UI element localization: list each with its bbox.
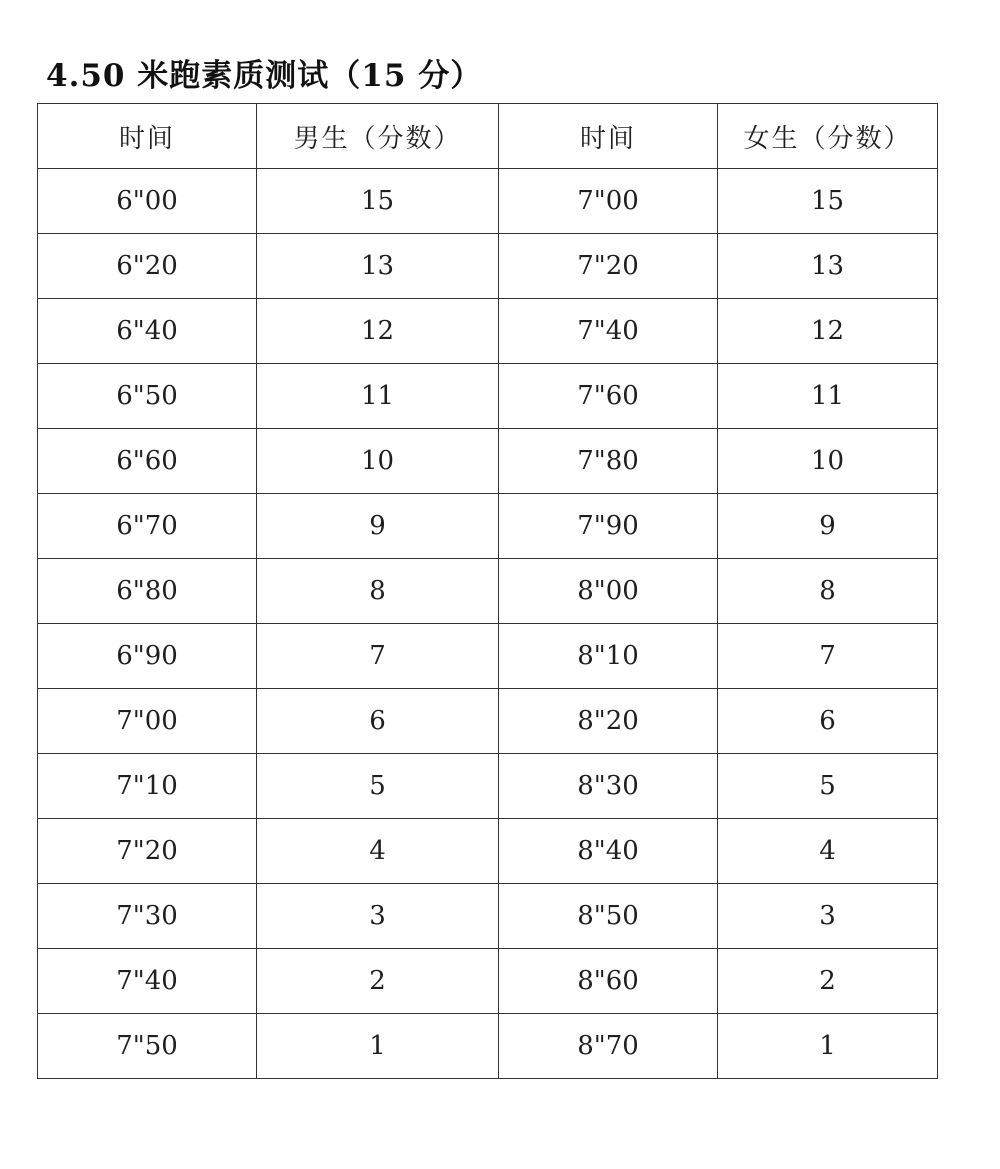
table-body <box>38 169 938 1079</box>
cell-male-time: 6"60 <box>38 429 257 494</box>
table-row <box>38 689 938 754</box>
cell-male-time: 6"80 <box>38 559 257 624</box>
table-row <box>38 169 938 234</box>
cell-male-time: 7"40 <box>38 949 257 1014</box>
cell-female-time: 8"70 <box>499 1014 718 1079</box>
cell-male-time: 6"40 <box>38 299 257 364</box>
cell-female-score: 11 <box>718 364 938 429</box>
header-female-score: 女生（分数） <box>718 104 938 169</box>
cell-male-time: 7"30 <box>38 884 257 949</box>
cell-male-score: 15 <box>257 169 499 234</box>
cell-female-time: 8"30 <box>499 754 718 819</box>
cell-female-time: 7"20 <box>499 234 718 299</box>
cell-female-time: 7"00 <box>499 169 718 234</box>
cell-female-time: 7"90 <box>499 494 718 559</box>
table-row <box>38 1014 938 1079</box>
cell-female-score: 6 <box>718 689 938 754</box>
header-female-time: 时间 <box>499 104 718 169</box>
cell-female-score: 7 <box>718 624 938 689</box>
cell-female-score: 10 <box>718 429 938 494</box>
cell-female-score: 13 <box>718 234 938 299</box>
table-row <box>38 234 938 299</box>
cell-male-score: 8 <box>257 559 499 624</box>
cell-female-time: 8"60 <box>499 949 718 1014</box>
cell-male-score: 2 <box>257 949 499 1014</box>
cell-female-time: 8"10 <box>499 624 718 689</box>
table-row <box>38 559 938 624</box>
cell-male-score: 5 <box>257 754 499 819</box>
cell-female-score: 1 <box>718 1014 938 1079</box>
cell-female-time: 7"80 <box>499 429 718 494</box>
score-table <box>37 103 938 1079</box>
table-row <box>38 884 938 949</box>
cell-male-time: 7"10 <box>38 754 257 819</box>
cell-female-time: 8"20 <box>499 689 718 754</box>
cell-female-score: 12 <box>718 299 938 364</box>
page-title: 4.50 米跑素质测试（15 分） <box>46 58 483 94</box>
table-row <box>38 494 938 559</box>
header-male-time: 时间 <box>38 104 257 169</box>
cell-male-time: 7"50 <box>38 1014 257 1079</box>
cell-male-score: 3 <box>257 884 499 949</box>
cell-female-score: 15 <box>718 169 938 234</box>
cell-male-score: 4 <box>257 819 499 884</box>
table-row <box>38 299 938 364</box>
cell-male-time: 6"00 <box>38 169 257 234</box>
cell-male-score: 9 <box>257 494 499 559</box>
header-row <box>38 104 938 169</box>
cell-male-time: 6"50 <box>38 364 257 429</box>
table-row <box>38 624 938 689</box>
cell-female-time: 7"40 <box>499 299 718 364</box>
cell-male-time: 7"00 <box>38 689 257 754</box>
cell-male-time: 7"20 <box>38 819 257 884</box>
cell-male-time: 6"90 <box>38 624 257 689</box>
cell-female-score: 2 <box>718 949 938 1014</box>
table-row <box>38 949 938 1014</box>
cell-female-score: 3 <box>718 884 938 949</box>
header-male-score: 男生（分数） <box>257 104 499 169</box>
table-row <box>38 364 938 429</box>
cell-male-score: 11 <box>257 364 499 429</box>
cell-female-score: 5 <box>718 754 938 819</box>
cell-male-score: 7 <box>257 624 499 689</box>
table-row <box>38 819 938 884</box>
cell-male-time: 6"70 <box>38 494 257 559</box>
cell-female-score: 9 <box>718 494 938 559</box>
cell-male-score: 13 <box>257 234 499 299</box>
cell-female-score: 8 <box>718 559 938 624</box>
cell-male-score: 12 <box>257 299 499 364</box>
cell-female-time: 8"40 <box>499 819 718 884</box>
cell-female-time: 7"60 <box>499 364 718 429</box>
cell-male-score: 6 <box>257 689 499 754</box>
cell-female-score: 4 <box>718 819 938 884</box>
cell-female-time: 8"00 <box>499 559 718 624</box>
cell-male-score: 10 <box>257 429 499 494</box>
table-row <box>38 429 938 494</box>
cell-female-time: 8"50 <box>499 884 718 949</box>
cell-male-time: 6"20 <box>38 234 257 299</box>
table-row <box>38 754 938 819</box>
table-header <box>38 104 938 169</box>
cell-male-score: 1 <box>257 1014 499 1079</box>
